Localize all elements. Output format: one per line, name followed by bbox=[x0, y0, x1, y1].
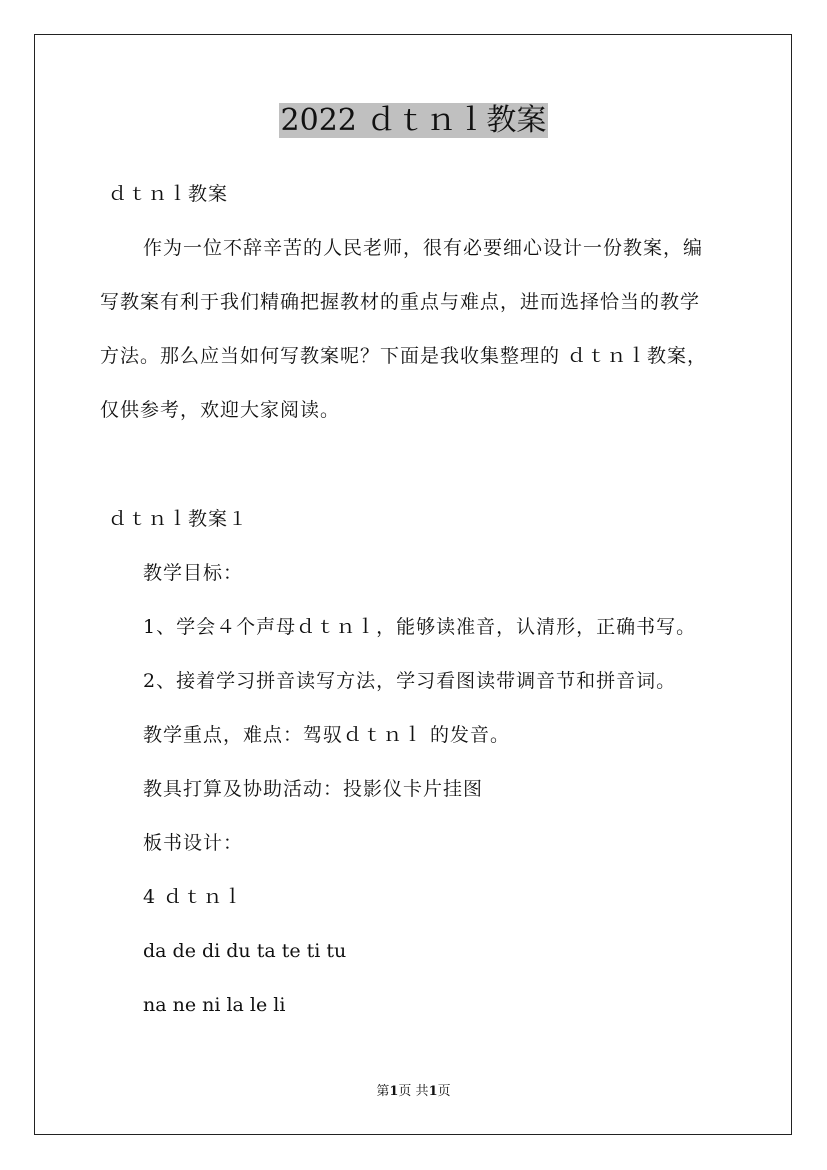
intro-line-4: 仅供参考，欢迎大家阅读。 bbox=[100, 399, 341, 421]
document-title bbox=[0, 100, 827, 142]
intro-line-2: 写教案有利于我们精确把握教材的重点与难点，进而选择恰当的教学 bbox=[100, 291, 701, 313]
body-line-2: 1、学会４个声母ｄｔｎｌ，能够读准音，认清形，正确书写。 bbox=[143, 616, 697, 638]
document-subtitle: ｄｔｎｌ教案 bbox=[108, 183, 229, 205]
body-line-9: na ne ni la le li bbox=[143, 994, 286, 1016]
footer-page-total: 1 bbox=[428, 1084, 438, 1099]
body-line-4: 教学重点，难点：驾驭ｄｔｎｌ 的发音。 bbox=[143, 724, 511, 746]
body-line-3: 2、接着学习拼音读写方法，学习看图读带调音节和拼音词。 bbox=[143, 670, 677, 692]
page-footer bbox=[0, 1083, 827, 1101]
footer-mid: 页 共 bbox=[398, 1084, 429, 1099]
body-line-7: 4 ｄｔｎｌ bbox=[143, 886, 244, 908]
footer-page-current: 1 bbox=[389, 1084, 399, 1099]
footer-suffix: 页 bbox=[437, 1084, 451, 1099]
footer-prefix: 第 bbox=[376, 1084, 390, 1099]
document-title-text: 2022 ｄｔｎｌ教案 bbox=[280, 103, 547, 138]
body-line-8: da de di du ta te ti tu bbox=[143, 940, 347, 962]
body-line-5: 教具打算及协助活动：投影仪卡片挂图 bbox=[143, 778, 484, 800]
section-heading: ｄｔｎｌ教案１ bbox=[108, 508, 249, 530]
intro-line-1: 作为一位不辞辛苦的人民老师，很有必要细心设计一份教案，编 bbox=[143, 237, 704, 259]
intro-line-3: 方法。那么应当如何写教案呢？下面是我收集整理的 ｄｔｎｌ教案， bbox=[100, 345, 708, 367]
body-line-1: 教学目标： bbox=[143, 562, 244, 584]
body-line-6: 板书设计： bbox=[143, 832, 244, 854]
